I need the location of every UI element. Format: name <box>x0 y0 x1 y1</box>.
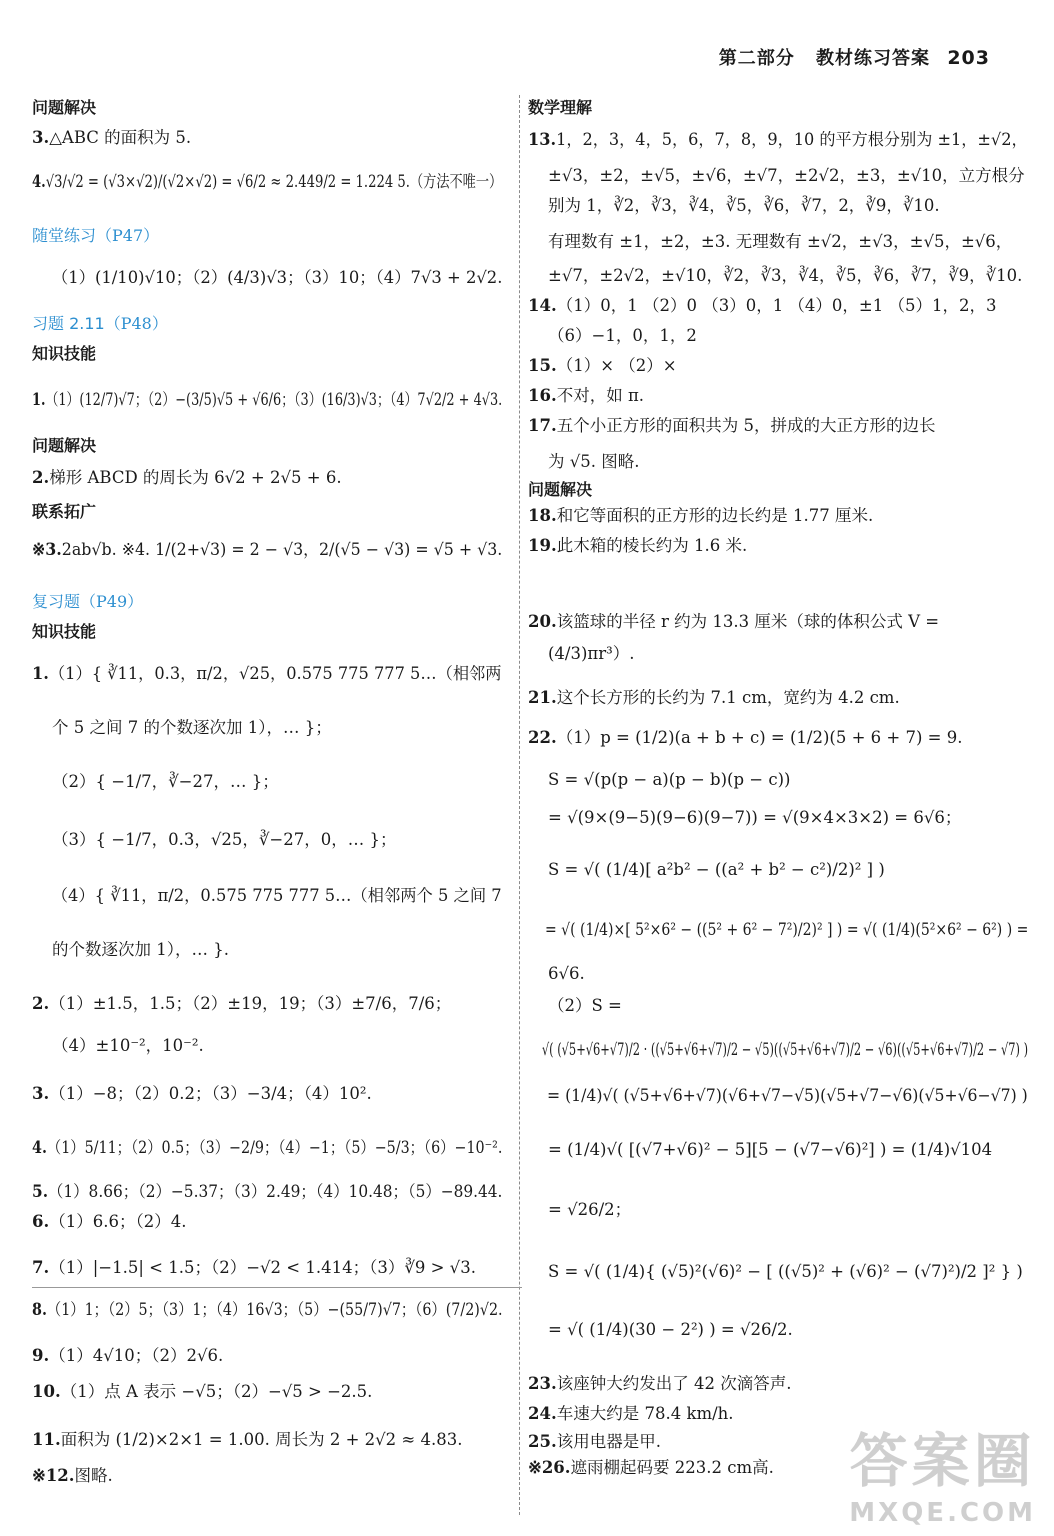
answer-line <box>32 886 502 906</box>
answer-line <box>32 390 502 410</box>
answer-text: （1）点 A 表示 −√5；（2）−√5 > −2.5. <box>60 1382 373 1401</box>
answer-line <box>528 1458 774 1478</box>
answer-line <box>528 808 961 828</box>
answer-text: （1）5/11；（2）0.5；（3）−2/9；（4）−1；（5）−5/3；（6）−10⁻². <box>46 1138 503 1157</box>
page-header <box>719 44 990 70</box>
answer-line <box>528 996 622 1016</box>
question-number: 5. <box>32 1182 49 1201</box>
answer-text: 和它等面积的正方形的边长约是 1.77 厘米. <box>556 506 874 525</box>
answer-text: 个 5 之间 7 的个数逐次加 1），… }； <box>52 718 332 737</box>
answer-line <box>32 772 279 792</box>
section-heading: 知识技能 <box>32 344 97 363</box>
answer-line <box>528 1432 661 1452</box>
question-number: 3. <box>32 1084 50 1103</box>
answer-line <box>528 386 644 406</box>
question-number: 1. <box>32 390 46 409</box>
watermark-line1: 答案圈 <box>849 1427 1036 1495</box>
answer-text: 图略. <box>74 1466 113 1485</box>
answer-line <box>528 416 935 436</box>
answer-line <box>32 994 451 1014</box>
answer-line <box>32 718 332 738</box>
answer-line <box>528 166 1025 186</box>
answer-text: （1）4√10；（2）2√6. <box>49 1346 224 1365</box>
answer-line <box>32 128 191 148</box>
page-number: 203 <box>947 47 990 69</box>
section-heading: 数学理解 <box>528 98 593 117</box>
answer-text: 这个长方形的长约为 7.1 cm，宽约为 4.2 cm. <box>556 688 900 707</box>
answer-text: （1）p = (1/2)(a + b + c) = (1/2)(5 + 6 + 7) = 9. <box>556 728 963 747</box>
exercise-page-ref: （P49） <box>80 592 144 611</box>
answer-line <box>32 1138 502 1158</box>
question-number: 3. <box>32 128 50 147</box>
question-number: 15. <box>528 356 557 375</box>
answer-line <box>528 920 1028 940</box>
answer-line <box>528 612 939 632</box>
question-number: ※26. <box>528 1458 571 1477</box>
question-number: 1. <box>32 664 49 683</box>
question-number: 13. <box>528 130 557 149</box>
question-number: 23. <box>528 1374 557 1393</box>
answer-text: = √( (1/4)×[ 5²×6² − ((5² + 6² − 7²)/2)² ] ) = √( (1/4)(5²×6² − 6²) ) = <box>544 920 1029 939</box>
section-heading: 联系拓广 <box>32 502 97 521</box>
exercise-title: 复习题 <box>32 592 81 611</box>
question-number: 25. <box>528 1432 557 1451</box>
question-number: ※12. <box>32 1466 75 1485</box>
answer-text: （1）1；（2）5；（3）1；（4）16√3；（5）−(55/7)√7；（6）(7/2)√2. <box>46 1300 503 1319</box>
answer-line <box>528 296 997 316</box>
answer-text: √3/√2 = (√3×√2)/(√2×√2) = √6/2 ≈ 2.449/2 = 1.224 5.（方法不唯一） <box>45 172 503 191</box>
answer-line <box>32 1300 503 1320</box>
answer-line <box>528 1374 791 1394</box>
answer-line <box>32 268 502 288</box>
exercise-heading <box>32 592 143 611</box>
answer-line <box>32 172 502 192</box>
exercise-heading <box>32 226 159 245</box>
answer-line <box>528 964 585 984</box>
answer-text: （4）±10⁻²，10⁻². <box>52 1036 204 1055</box>
answer-text: （1）0，1 （2）0 （3）0，1 （4）0，±1 （5）1，2，3 <box>556 296 997 315</box>
answer-text: 有理数有 ±1，±2，±3. 无理数有 ±√2，±√3，±√5，±√6， <box>548 232 1013 251</box>
answer-text: 遮雨棚起码要 223.2 cm高. <box>570 1458 774 1477</box>
question-number: 9. <box>32 1346 50 1365</box>
section-heading: 问题解决 <box>32 436 97 455</box>
answer-line <box>528 1040 1028 1060</box>
watermark-line2: MXQE.COM <box>849 1498 1036 1528</box>
answer-text: （3）{ −1/7，0.3，√25，∛−27，0，… }； <box>52 830 397 849</box>
answer-text: √( (√5+√6+√7)/2 · ((√5+√6+√7)/2 − √5)((√5+√6+√7)/2 − √6)((√5+√6+√7)/2 − √7) ) <box>541 1040 1029 1059</box>
answer-text: = √26/2； <box>548 1200 632 1219</box>
section-heading: 问题解决 <box>528 480 593 499</box>
answer-text: = (1/4)√( [(√7+√6)² − 5][5 − (√7−√6)²] ) = (1/4)√104 <box>548 1140 993 1159</box>
answer-line <box>32 830 396 850</box>
answer-text: S = √( (1/4)[ a²b² − ((a² + b² − c²)/2)² ] ) <box>548 860 885 879</box>
answer-line <box>32 940 229 960</box>
answer-line <box>528 688 900 708</box>
answer-text: 为 √5. 图略. <box>548 452 640 471</box>
answer-line <box>32 468 342 488</box>
question-number: 19. <box>528 536 557 555</box>
question-number: 2. <box>32 994 50 1013</box>
answer-text: (4/3)πr³）. <box>548 644 635 663</box>
answer-line <box>528 196 940 216</box>
answer-line <box>528 536 747 556</box>
answer-text: （1）(1/10)√10；（2）(4/3)√3；（3）10；（4）7√3 + 2√2. <box>51 268 503 287</box>
answer-text: 车速大约是 78.4 km/h. <box>556 1404 734 1423</box>
answer-line <box>528 644 635 664</box>
question-number: 17. <box>528 416 557 435</box>
answer-text: = √(9×(9−5)(9−6)(9−7)) = √(9×4×3×2) = 6√6； <box>548 808 962 827</box>
answer-text: 该用电器是甲. <box>556 1432 661 1451</box>
question-number: 4. <box>32 1138 47 1157</box>
answer-line <box>528 232 1012 252</box>
page-title: 教材练习答案 <box>816 48 931 69</box>
question-number: 2. <box>32 468 50 487</box>
answer-text: 2ab√b. ※4. 1/(2+√3) = 2 − √3，2/(√5 − √3) = √5 + √3. <box>61 540 503 559</box>
answer-line <box>528 1086 1028 1106</box>
question-number: 10. <box>32 1382 61 1401</box>
answer-text: △ABC 的面积为 5. <box>49 128 192 147</box>
answer-line <box>528 860 885 880</box>
section-heading: 问题解决 <box>32 98 97 117</box>
answer-line <box>528 130 1028 150</box>
answer-line <box>528 1140 992 1160</box>
exercise-title: 习题 2.11 <box>32 314 105 333</box>
answer-line <box>32 1382 372 1402</box>
answer-text: = √( (1/4)(30 − 2²) ) = √26/2. <box>548 1320 793 1339</box>
answer-text: S = √( (1/4){ (√5)²(√6)² − [ ((√5)² + (√6)² − (√7)²)/2 ]² } ) <box>548 1262 1023 1281</box>
answer-line <box>528 356 677 376</box>
exercise-page-ref: （P47） <box>96 226 160 245</box>
answer-text: 此木箱的棱长约为 1.6 米. <box>556 536 748 555</box>
answer-line <box>528 770 790 790</box>
answer-text: 梯形 ABCD 的周长为 6√2 + 2√5 + 6. <box>49 468 342 487</box>
answer-line <box>528 1200 631 1220</box>
question-number: 7. <box>32 1258 50 1277</box>
exercise-heading <box>32 314 168 333</box>
section-label: 第二部分 <box>718 48 795 69</box>
answer-line <box>528 1320 793 1340</box>
answer-line <box>528 506 873 526</box>
section-heading: 知识技能 <box>32 622 97 641</box>
answer-line <box>528 452 640 472</box>
answer-text: 别为 1，∛2，∛3，∛4，∛5，∛6，∛7，2，∛9，∛10. <box>548 196 940 215</box>
answer-text: 不对，如 π. <box>556 386 645 405</box>
question-number: 11. <box>32 1430 61 1449</box>
answer-line <box>32 1084 372 1104</box>
answer-text: 6√6. <box>548 964 585 983</box>
answer-line <box>528 326 697 346</box>
answer-text: = (1/4)√( (√5+√6+√7)(√6+√7−√5)(√5+√7−√6)(√5+√6−√7) ) <box>546 1086 1028 1105</box>
answer-line <box>32 1258 476 1278</box>
question-number: ※3. <box>32 540 62 559</box>
answer-text: ±√7，±2√2，±√10，∛2，∛3，∛4，∛5，∛6，∛7，∛9，∛10. <box>548 266 1023 285</box>
question-number: 18. <box>528 506 557 525</box>
answer-line <box>32 1212 186 1232</box>
answer-text: （1）6.6；（2）4. <box>49 1212 187 1231</box>
answer-text: （4）{ ∛11，π/2，0.575 775 777 5…（相邻两个 5 之间 7 <box>51 886 502 905</box>
question-number: 22. <box>528 728 557 747</box>
answer-text: ±√3，±2，±√5，±√6，±√7，±2√2，±3，±√10，立方根分 <box>548 166 1025 185</box>
answer-line <box>32 1036 204 1056</box>
answer-line <box>32 1466 113 1486</box>
answer-text: （2）S = <box>548 996 622 1015</box>
answer-text: （1）±1.5，1.5；（2）±19，19；（3）±7/6，7/6； <box>49 994 452 1013</box>
answer-text: （1）−8；（2）0.2；（3）−3/4；（4）10². <box>49 1084 372 1103</box>
answer-text: （1）|−1.5| < 1.5̇；（2）−√2 < 1.414；（3）∛9 > √3. <box>49 1258 476 1277</box>
answer-line <box>32 540 502 560</box>
horizontal-rule <box>32 1287 522 1288</box>
answer-text: 1，2，3，4，5，6，7，8，9，10 的平方根分别为 ±1，±√2， <box>556 130 1028 149</box>
answer-text: 面积为 (1/2)×2×1 = 1.00. 周长为 2 + 2√2 ≈ 4.83. <box>60 1430 463 1449</box>
answer-text: 该座钟大约发出了 42 次滴答声. <box>556 1374 792 1393</box>
question-number: 20. <box>528 612 557 631</box>
question-number: 14. <box>528 296 557 315</box>
question-number: 24. <box>528 1404 557 1423</box>
answer-text: 的个数逐次加 1），… }. <box>52 940 229 959</box>
exercise-page-ref: （P48） <box>104 314 168 333</box>
question-number: 8. <box>32 1300 47 1319</box>
answer-line <box>528 1262 1023 1282</box>
question-number: 16. <box>528 386 557 405</box>
answer-text: S = √(p(p − a)(p − b)(p − c)) <box>548 770 791 789</box>
answer-line <box>528 1404 734 1424</box>
answer-text: （6）−1，0，1，2 <box>548 326 697 345</box>
watermark-logo <box>849 1414 1036 1528</box>
answer-text: 该篮球的半径 r 约为 13.3 厘米（球的体积公式 V = <box>556 612 940 631</box>
answer-text: 五个小正方形的面积共为 5，拼成的大正方形的边长 <box>556 416 936 435</box>
question-number: 4. <box>32 172 46 191</box>
column-divider <box>519 95 520 1515</box>
question-number: 6. <box>32 1212 50 1231</box>
exercise-title: 随堂练习 <box>32 226 97 245</box>
answer-text: （1）8.66；（2）−5.37；（3）2.49；（4）10.48；（5）−89.44. <box>48 1182 503 1201</box>
answer-line <box>528 728 962 748</box>
question-number: 21. <box>528 688 557 707</box>
answer-line <box>32 664 501 684</box>
answer-text: （1）{ ∛11，0.3，π/2，√25，0.575 775 777 5…（相邻两 <box>48 664 502 683</box>
answer-text: （2）{ −1/7，∛−27，… }； <box>52 772 279 791</box>
answer-line <box>528 266 1022 286</box>
answer-line <box>32 1346 223 1366</box>
answer-line <box>32 1182 502 1202</box>
answer-line <box>32 1430 462 1450</box>
answer-text: （1）(12/7)√7；（2）−(3/5)√5 + √6/6；（3）(16/3)√3；（4）7√2/2 + 4√3. <box>45 390 503 409</box>
answer-text: （1）× （2）× <box>556 356 677 375</box>
